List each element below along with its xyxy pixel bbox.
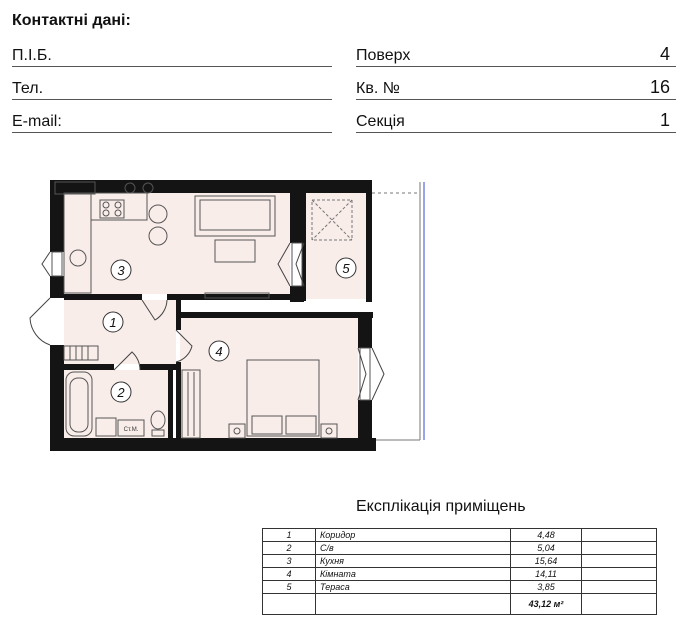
room-number-2: 2 bbox=[117, 385, 125, 400]
room-number-4: 4 bbox=[215, 344, 223, 359]
section-field bbox=[356, 112, 676, 133]
room-name: Тераса bbox=[316, 581, 511, 594]
empty-cell bbox=[582, 555, 657, 568]
apartment-label: Кв. № bbox=[356, 80, 400, 97]
empty-cell bbox=[582, 581, 657, 594]
explication-table bbox=[262, 528, 657, 615]
apartment-value: 16 bbox=[649, 77, 670, 97]
empty-cell bbox=[582, 529, 657, 542]
section-value: 1 bbox=[659, 110, 670, 130]
empty-cell bbox=[582, 594, 657, 615]
floor-label: Поверх bbox=[356, 47, 411, 64]
phone-field[interactable] bbox=[12, 79, 332, 100]
explication-title: Експлікація приміщень bbox=[356, 498, 526, 515]
email-field[interactable] bbox=[12, 112, 332, 133]
room-name: Кімната bbox=[316, 568, 511, 581]
room-name: С/в bbox=[316, 542, 511, 555]
floor-field bbox=[356, 46, 676, 67]
corridor-fill bbox=[64, 300, 176, 365]
room-name: Коридор bbox=[316, 529, 511, 542]
room-area: 3,85 bbox=[511, 581, 582, 594]
row-number: 3 bbox=[263, 555, 316, 568]
contact-title: Контактні дані: bbox=[12, 12, 131, 29]
room-name: Кухня bbox=[316, 555, 511, 568]
empty-cell bbox=[316, 594, 511, 615]
empty-cell bbox=[263, 594, 316, 615]
empty-cell bbox=[582, 542, 657, 555]
floor-plan bbox=[0, 170, 440, 460]
room-number-1: 1 bbox=[109, 315, 117, 330]
room-area: 15,64 bbox=[511, 555, 582, 568]
terrace-frame bbox=[372, 182, 424, 440]
section-label: Секція bbox=[356, 113, 405, 130]
room-area: 4,48 bbox=[511, 529, 582, 542]
terrace-fill bbox=[304, 193, 370, 299]
row-number: 4 bbox=[263, 568, 316, 581]
floor-value: 4 bbox=[659, 44, 670, 64]
apartment-field bbox=[356, 79, 676, 100]
bedroom-fill bbox=[180, 318, 358, 438]
row-number: 5 bbox=[263, 581, 316, 594]
table-row bbox=[263, 555, 657, 568]
table-row bbox=[263, 529, 657, 542]
room-area: 14,11 bbox=[511, 568, 582, 581]
phone-label: Тел. bbox=[12, 80, 44, 97]
table-row bbox=[263, 581, 657, 594]
total-area: 43,12 м² bbox=[511, 594, 582, 615]
table-row bbox=[263, 568, 657, 581]
row-number: 1 bbox=[263, 529, 316, 542]
room-number-3: 3 bbox=[117, 263, 125, 278]
name-field[interactable] bbox=[12, 46, 332, 67]
kitchen-fill bbox=[64, 193, 290, 296]
room-area: 5,04 bbox=[511, 542, 582, 555]
room-number-5: 5 bbox=[342, 261, 350, 276]
washing-machine-label: Ст.М. bbox=[123, 427, 139, 433]
row-number: 2 bbox=[263, 542, 316, 555]
table-row bbox=[263, 542, 657, 555]
email-label: E-mail: bbox=[12, 113, 62, 130]
empty-cell bbox=[582, 568, 657, 581]
total-row bbox=[263, 594, 657, 615]
name-label: П.І.Б. bbox=[12, 47, 52, 64]
